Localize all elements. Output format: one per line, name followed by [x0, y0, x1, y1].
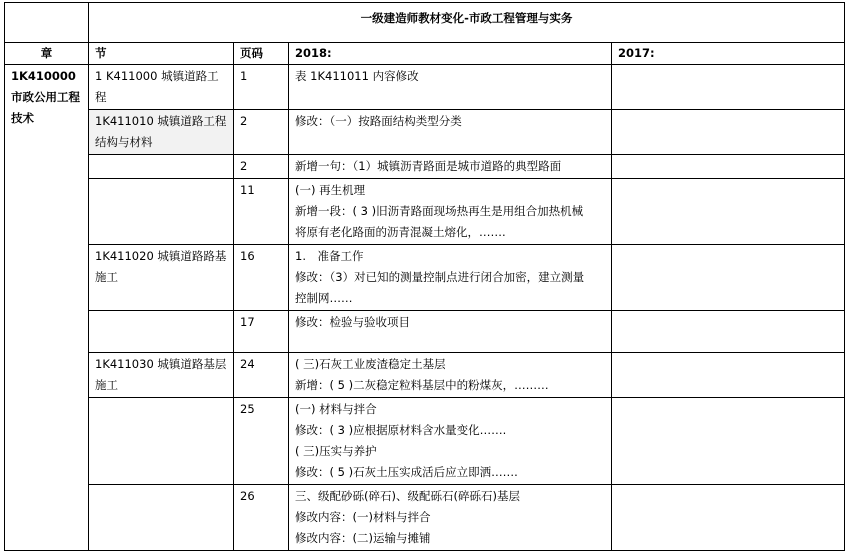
content-line: ( 三)压实与养护	[295, 444, 377, 458]
content-line: 控制网……	[295, 291, 353, 305]
content-2018-cell	[289, 179, 612, 245]
content-2018-cell	[289, 110, 612, 155]
page-cell: 24	[234, 353, 289, 398]
table-row	[5, 179, 845, 245]
content-2018-cell	[289, 311, 612, 353]
section-label: 1 K411000 城镇道路工程	[95, 69, 219, 104]
page-cell: 2	[234, 155, 289, 179]
content-line: 修改：检验与验收项目	[295, 315, 410, 329]
section-cell	[89, 155, 234, 179]
section-label: 1K411020 城镇道路路基施工	[95, 249, 227, 284]
content-2017-cell	[612, 311, 845, 353]
page-cell: 2	[234, 110, 289, 155]
content-2017-cell	[612, 65, 845, 110]
table-row	[5, 485, 845, 551]
content-line: 三、级配砂砾(碎石)、级配砾石(碎砾石)基层	[295, 489, 520, 503]
content-line: 1. 准备工作	[295, 249, 364, 263]
table-row	[5, 110, 845, 155]
table-row	[5, 311, 845, 353]
page-cell: 16	[234, 245, 289, 311]
section-label: 1K411010 城镇道路工程结构与材料	[95, 114, 227, 149]
table-row	[5, 398, 845, 485]
chapter-label: 1K410000 市政公用工程技术	[11, 69, 80, 125]
content-line: 修改：（一）按路面结构类型分类	[295, 114, 462, 128]
content-2017-cell	[612, 353, 845, 398]
content-line: (一) 再生机理	[295, 183, 366, 197]
content-2017-cell	[612, 485, 845, 551]
header-page: 页码	[234, 43, 289, 65]
content-line: 修改：( 5 )石灰土压实成活后应立即洒…….	[295, 465, 518, 479]
section-cell	[89, 179, 234, 245]
page-cell: 1	[234, 65, 289, 110]
table-row	[5, 245, 845, 311]
content-line: 修改内容：(二)运输与摊铺	[295, 531, 431, 545]
content-line: 将原有老化路面的沥青混凝土熔化，…….	[295, 225, 506, 239]
content-line: 新增一段：( 3 )旧沥青路面现场热再生是用组合加热机械	[295, 204, 584, 218]
header-2017: 2017:	[612, 43, 845, 65]
content-line: 修改：( 3 )应根据原材料含水量变化…….	[295, 423, 507, 437]
header-row	[5, 43, 845, 65]
content-2018-cell	[289, 485, 612, 551]
content-2017-cell	[612, 110, 845, 155]
page-cell: 17	[234, 311, 289, 353]
content-2018-cell	[289, 398, 612, 485]
header-chapter: 章	[5, 43, 89, 65]
content-2017-cell	[612, 155, 845, 179]
table-row	[5, 353, 845, 398]
section-cell	[89, 485, 234, 551]
page-cell: 25	[234, 398, 289, 485]
page-cell: 26	[234, 485, 289, 551]
content-line: ( 三)石灰工业废渣稳定土基层	[295, 357, 446, 371]
title-blank-cell	[5, 3, 89, 43]
content-line: 修改内容：(一)材料与拌合	[295, 510, 431, 524]
content-2017-cell	[612, 398, 845, 485]
table-row	[5, 155, 845, 179]
section-cell	[89, 65, 234, 110]
change-table	[4, 2, 845, 551]
page-cell: 11	[234, 179, 289, 245]
content-2018-cell	[289, 65, 612, 110]
page-title: 一级建造师教材变化-市政工程管理与实务	[89, 3, 845, 43]
section-cell	[89, 353, 234, 398]
section-cell	[89, 311, 234, 353]
content-line: 表 1K411011 内容修改	[295, 69, 419, 83]
chapter-cell	[5, 65, 89, 551]
section-cell	[89, 245, 234, 311]
content-2018-cell	[289, 353, 612, 398]
content-line: 新增：( 5 )二灰稳定粒料基层中的粉煤灰，………	[295, 378, 549, 392]
content-2017-cell	[612, 245, 845, 311]
content-2018-cell	[289, 245, 612, 311]
header-2018: 2018:	[289, 43, 612, 65]
section-cell	[89, 110, 234, 155]
content-line: (一) 材料与拌合	[295, 402, 377, 416]
content-line: 修改：（3）对已知的测量控制点进行闭合加密，建立测量	[295, 270, 585, 284]
content-2018-cell	[289, 155, 612, 179]
section-cell	[89, 398, 234, 485]
content-2017-cell	[612, 179, 845, 245]
section-label: 1K411030 城镇道路基层施工	[95, 357, 227, 392]
table-row	[5, 65, 845, 110]
header-section: 节	[89, 43, 234, 65]
title-row	[5, 3, 845, 43]
content-line: 新增一句：（1）城镇沥青路面是城市道路的典型路面	[295, 159, 562, 173]
